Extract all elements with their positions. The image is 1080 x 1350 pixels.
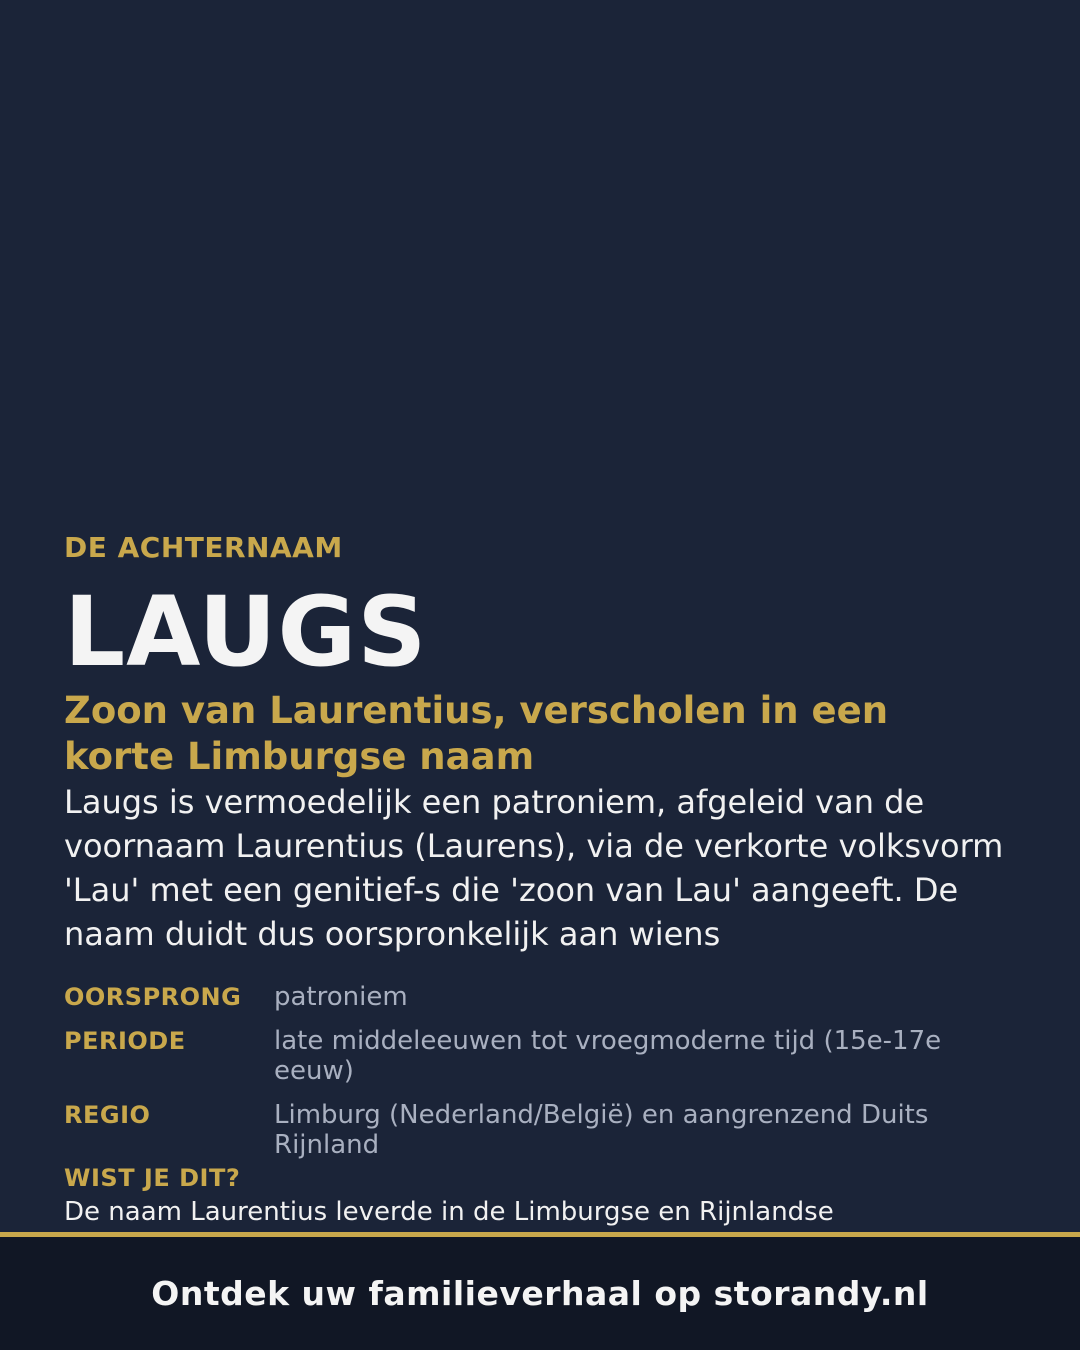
did-you-know-text: De naam Laurentius leverde in de Limburgse en Rijnlandse — [64, 1197, 834, 1227]
footer-banner — [0, 1237, 1080, 1350]
eyebrow-label: DE ACHTERNAAM — [64, 531, 343, 564]
surname-description: Laugs is vermoedelijk een patroniem, afgeleid van de voornaam Laurentius (Laurens), via de verkorte volksvorm 'Lau' met een genitief-s die 'zoon van Lau' aangeeft. De naam duidt dus oorspronkelijk aan wiens — [64, 783, 1004, 953]
facts-list — [64, 982, 1024, 1160]
fact-row-origin — [64, 982, 1024, 1012]
surname-title: LAUGS — [64, 576, 428, 688]
fact-value: patroniem — [274, 982, 408, 1012]
did-you-know — [64, 1162, 1024, 1228]
fact-row-period — [64, 1026, 1024, 1086]
fact-row-region — [64, 1100, 1024, 1160]
surname-card — [64, 530, 1024, 1174]
did-you-know-label: WIST JE DIT? — [64, 1164, 241, 1192]
fact-label: PERIODE — [64, 1027, 186, 1055]
fact-value: Limburg (Nederland/België) en aangrenzend Duits Rijnland — [274, 1100, 929, 1160]
fact-label: OORSPRONG — [64, 983, 242, 1011]
surname-tagline: Zoon van Laurentius, verscholen in een korte Limburgse naam — [64, 689, 889, 778]
footer-cta: Ontdek uw familieverhaal op storandy.nl — [151, 1274, 929, 1313]
fact-value: late middeleeuwen tot vroegmoderne tijd (15e-17e eeuw) — [274, 1026, 942, 1086]
fact-label: REGIO — [64, 1101, 151, 1129]
